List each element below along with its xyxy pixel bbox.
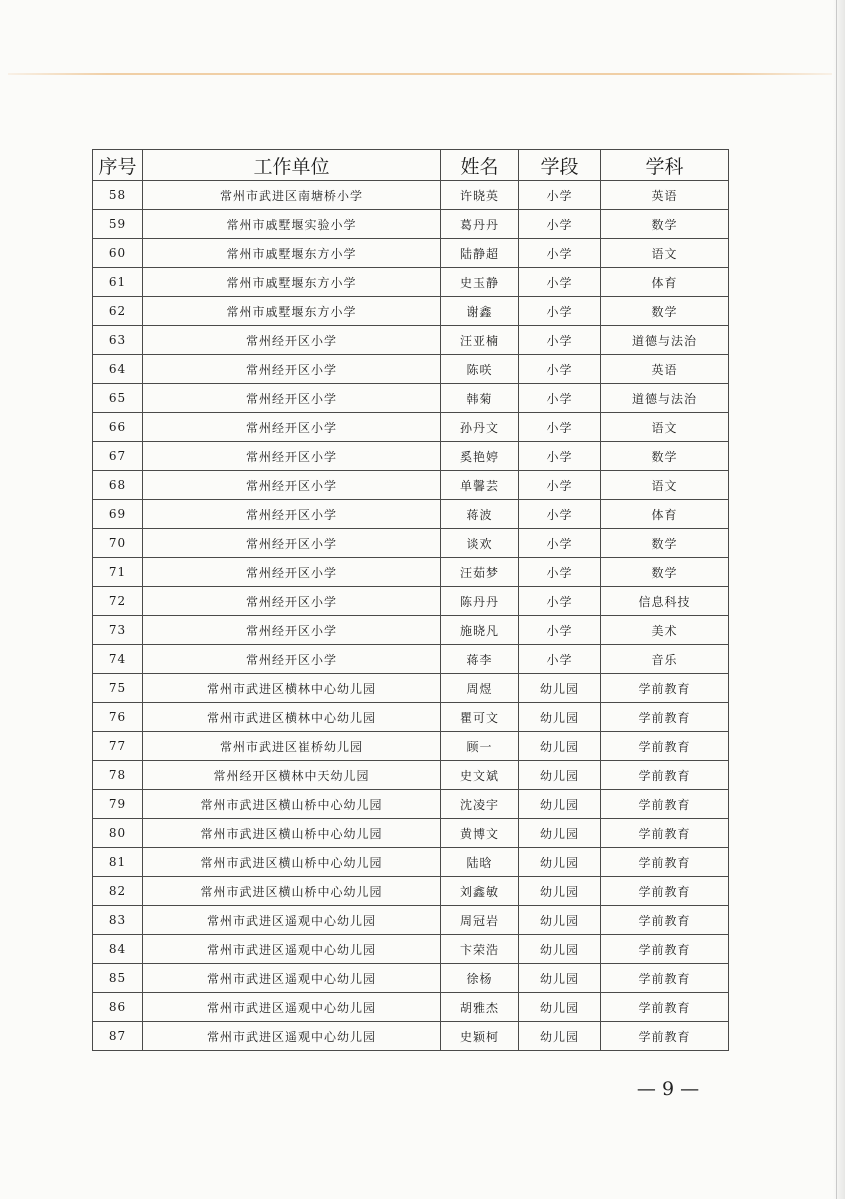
cell-stage: 小学 [519, 645, 601, 674]
cell-stage: 幼儿园 [519, 906, 601, 935]
cell-unit: 常州市武进区横林中心幼儿园 [143, 674, 441, 703]
cell-unit: 常州市戚墅堰东方小学 [143, 297, 441, 326]
table-row [93, 268, 729, 297]
cell-no: 83 [93, 906, 143, 935]
cell-name: 周煜 [441, 674, 519, 703]
cell-unit: 常州经开区小学 [143, 442, 441, 471]
page-number: — 9 — [636, 1078, 700, 1100]
cell-unit: 常州经开区小学 [143, 587, 441, 616]
table-row [93, 239, 729, 268]
cell-unit: 常州市武进区横林中心幼儿园 [143, 703, 441, 732]
cell-stage: 幼儿园 [519, 819, 601, 848]
cell-no: 61 [93, 268, 143, 297]
cell-name: 卞荣浩 [441, 935, 519, 964]
table-row [93, 935, 729, 964]
table-row [93, 906, 729, 935]
cell-no: 82 [93, 877, 143, 906]
cell-no: 58 [93, 181, 143, 210]
cell-stage: 小学 [519, 442, 601, 471]
table-row [93, 848, 729, 877]
cell-stage: 小学 [519, 239, 601, 268]
cell-name: 谈欢 [441, 529, 519, 558]
cell-name: 许晓英 [441, 181, 519, 210]
cell-name: 蒋李 [441, 645, 519, 674]
cell-stage: 小学 [519, 500, 601, 529]
cell-stage: 幼儿园 [519, 877, 601, 906]
cell-stage: 小学 [519, 558, 601, 587]
cell-unit: 常州市戚墅堰东方小学 [143, 268, 441, 297]
cell-unit: 常州经开区小学 [143, 500, 441, 529]
table-body [93, 181, 729, 1051]
cell-subject: 学前教育 [601, 935, 729, 964]
table-row [93, 703, 729, 732]
cell-subject: 学前教育 [601, 674, 729, 703]
cell-subject: 数学 [601, 529, 729, 558]
cell-subject: 学前教育 [601, 993, 729, 1022]
cell-no: 59 [93, 210, 143, 239]
cell-no: 79 [93, 790, 143, 819]
cell-stage: 幼儿园 [519, 761, 601, 790]
table-row [93, 616, 729, 645]
cell-stage: 小学 [519, 181, 601, 210]
cell-stage: 小学 [519, 355, 601, 384]
cell-stage: 小学 [519, 587, 601, 616]
cell-unit: 常州市武进区横山桥中心幼儿园 [143, 877, 441, 906]
cell-name: 葛丹丹 [441, 210, 519, 239]
cell-unit: 常州经开区小学 [143, 529, 441, 558]
cell-subject: 学前教育 [601, 1022, 729, 1051]
table-row [93, 297, 729, 326]
cell-subject: 学前教育 [601, 819, 729, 848]
cell-name: 蒋波 [441, 500, 519, 529]
cell-subject: 语文 [601, 471, 729, 500]
table-row [93, 993, 729, 1022]
table-row [93, 819, 729, 848]
cell-stage: 幼儿园 [519, 1022, 601, 1051]
cell-subject: 学前教育 [601, 877, 729, 906]
header-name: 姓名 [441, 150, 519, 181]
cell-no: 77 [93, 732, 143, 761]
table-row [93, 1022, 729, 1051]
cell-no: 86 [93, 993, 143, 1022]
table-row [93, 645, 729, 674]
cell-stage: 幼儿园 [519, 732, 601, 761]
cell-no: 65 [93, 384, 143, 413]
header-subject: 学科 [601, 150, 729, 181]
header-unit: 工作单位 [143, 150, 441, 181]
cell-name: 史颖柯 [441, 1022, 519, 1051]
table-row [93, 587, 729, 616]
table-row [93, 761, 729, 790]
cell-no: 81 [93, 848, 143, 877]
cell-stage: 小学 [519, 297, 601, 326]
cell-no: 66 [93, 413, 143, 442]
cell-subject: 美术 [601, 616, 729, 645]
cell-name: 汪茹梦 [441, 558, 519, 587]
cell-subject: 数学 [601, 297, 729, 326]
cell-name: 韩菊 [441, 384, 519, 413]
table-row [93, 355, 729, 384]
table-row [93, 210, 729, 239]
cell-subject: 音乐 [601, 645, 729, 674]
table-row [93, 384, 729, 413]
cell-subject: 学前教育 [601, 906, 729, 935]
cell-subject: 英语 [601, 355, 729, 384]
cell-unit: 常州经开区横林中天幼儿园 [143, 761, 441, 790]
cell-no: 78 [93, 761, 143, 790]
cell-no: 64 [93, 355, 143, 384]
cell-no: 62 [93, 297, 143, 326]
table-row [93, 181, 729, 210]
cell-stage: 幼儿园 [519, 674, 601, 703]
cell-unit: 常州市戚墅堰实验小学 [143, 210, 441, 239]
cell-stage: 小学 [519, 616, 601, 645]
cell-no: 68 [93, 471, 143, 500]
cell-no: 73 [93, 616, 143, 645]
cell-no: 70 [93, 529, 143, 558]
cell-subject: 道德与法治 [601, 326, 729, 355]
cell-unit: 常州经开区小学 [143, 355, 441, 384]
table-header-row [93, 150, 729, 181]
cell-subject: 信息科技 [601, 587, 729, 616]
cell-subject: 学前教育 [601, 703, 729, 732]
cell-no: 75 [93, 674, 143, 703]
cell-subject: 体育 [601, 268, 729, 297]
cell-stage: 幼儿园 [519, 703, 601, 732]
cell-name: 奚艳婷 [441, 442, 519, 471]
cell-unit: 常州经开区小学 [143, 645, 441, 674]
table-row [93, 790, 729, 819]
header-stage: 学段 [519, 150, 601, 181]
cell-subject: 语文 [601, 239, 729, 268]
cell-stage: 幼儿园 [519, 790, 601, 819]
cell-unit: 常州经开区小学 [143, 413, 441, 442]
cell-no: 67 [93, 442, 143, 471]
cell-stage: 小学 [519, 326, 601, 355]
cell-name: 单馨芸 [441, 471, 519, 500]
cell-subject: 学前教育 [601, 848, 729, 877]
cell-name: 刘鑫敏 [441, 877, 519, 906]
table-row [93, 558, 729, 587]
cell-name: 胡雅杰 [441, 993, 519, 1022]
cell-name: 黄博文 [441, 819, 519, 848]
cell-name: 陈咲 [441, 355, 519, 384]
cell-no: 60 [93, 239, 143, 268]
cell-subject: 数学 [601, 210, 729, 239]
cell-subject: 英语 [601, 181, 729, 210]
cell-unit: 常州经开区小学 [143, 326, 441, 355]
table-row [93, 326, 729, 355]
cell-unit: 常州经开区小学 [143, 616, 441, 645]
cell-no: 74 [93, 645, 143, 674]
cell-subject: 学前教育 [601, 732, 729, 761]
cell-name: 陈丹丹 [441, 587, 519, 616]
cell-unit: 常州市武进区遥观中心幼儿园 [143, 906, 441, 935]
roster-table [92, 149, 729, 1051]
cell-stage: 小学 [519, 529, 601, 558]
cell-subject: 数学 [601, 442, 729, 471]
header-rule [8, 73, 832, 75]
cell-name: 周冠岩 [441, 906, 519, 935]
cell-stage: 小学 [519, 384, 601, 413]
cell-name: 瞿可文 [441, 703, 519, 732]
cell-name: 顾一 [441, 732, 519, 761]
cell-unit: 常州经开区小学 [143, 558, 441, 587]
table-row [93, 732, 729, 761]
cell-subject: 道德与法治 [601, 384, 729, 413]
table-row [93, 500, 729, 529]
cell-unit: 常州市武进区崔桥幼儿园 [143, 732, 441, 761]
cell-unit: 常州市武进区遥观中心幼儿园 [143, 935, 441, 964]
table-row [93, 674, 729, 703]
cell-name: 谢鑫 [441, 297, 519, 326]
cell-stage: 幼儿园 [519, 848, 601, 877]
cell-unit: 常州经开区小学 [143, 384, 441, 413]
cell-subject: 体育 [601, 500, 729, 529]
cell-unit: 常州市武进区遥观中心幼儿园 [143, 993, 441, 1022]
page-edge-shadow [833, 0, 845, 1199]
cell-no: 76 [93, 703, 143, 732]
cell-stage: 小学 [519, 268, 601, 297]
cell-stage: 小学 [519, 210, 601, 239]
cell-name: 徐杨 [441, 964, 519, 993]
cell-name: 史文斌 [441, 761, 519, 790]
cell-no: 71 [93, 558, 143, 587]
cell-unit: 常州市武进区横山桥中心幼儿园 [143, 848, 441, 877]
table-row [93, 471, 729, 500]
cell-subject: 学前教育 [601, 964, 729, 993]
cell-name: 史玉静 [441, 268, 519, 297]
cell-no: 85 [93, 964, 143, 993]
table-row [93, 964, 729, 993]
cell-unit: 常州市武进区南塘桥小学 [143, 181, 441, 210]
cell-subject: 学前教育 [601, 790, 729, 819]
cell-no: 63 [93, 326, 143, 355]
cell-no: 69 [93, 500, 143, 529]
cell-stage: 幼儿园 [519, 993, 601, 1022]
table-row [93, 877, 729, 906]
cell-stage: 幼儿园 [519, 964, 601, 993]
cell-unit: 常州市武进区横山桥中心幼儿园 [143, 819, 441, 848]
cell-unit: 常州市戚墅堰东方小学 [143, 239, 441, 268]
cell-no: 87 [93, 1022, 143, 1051]
cell-name: 沈凌宇 [441, 790, 519, 819]
cell-subject: 语文 [601, 413, 729, 442]
cell-stage: 幼儿园 [519, 935, 601, 964]
cell-name: 施晓凡 [441, 616, 519, 645]
header-no: 序号 [93, 150, 143, 181]
cell-subject: 数学 [601, 558, 729, 587]
cell-unit: 常州市武进区遥观中心幼儿园 [143, 1022, 441, 1051]
cell-stage: 小学 [519, 413, 601, 442]
cell-unit: 常州经开区小学 [143, 471, 441, 500]
cell-no: 72 [93, 587, 143, 616]
cell-stage: 小学 [519, 471, 601, 500]
table-row [93, 413, 729, 442]
page-edge-line [836, 0, 837, 1199]
cell-unit: 常州市武进区遥观中心幼儿园 [143, 964, 441, 993]
cell-subject: 学前教育 [601, 761, 729, 790]
cell-no: 84 [93, 935, 143, 964]
cell-unit: 常州市武进区横山桥中心幼儿园 [143, 790, 441, 819]
cell-name: 陆静超 [441, 239, 519, 268]
cell-name: 孙丹文 [441, 413, 519, 442]
cell-no: 80 [93, 819, 143, 848]
cell-name: 汪亚楠 [441, 326, 519, 355]
cell-name: 陆晗 [441, 848, 519, 877]
table-row [93, 529, 729, 558]
table-row [93, 442, 729, 471]
